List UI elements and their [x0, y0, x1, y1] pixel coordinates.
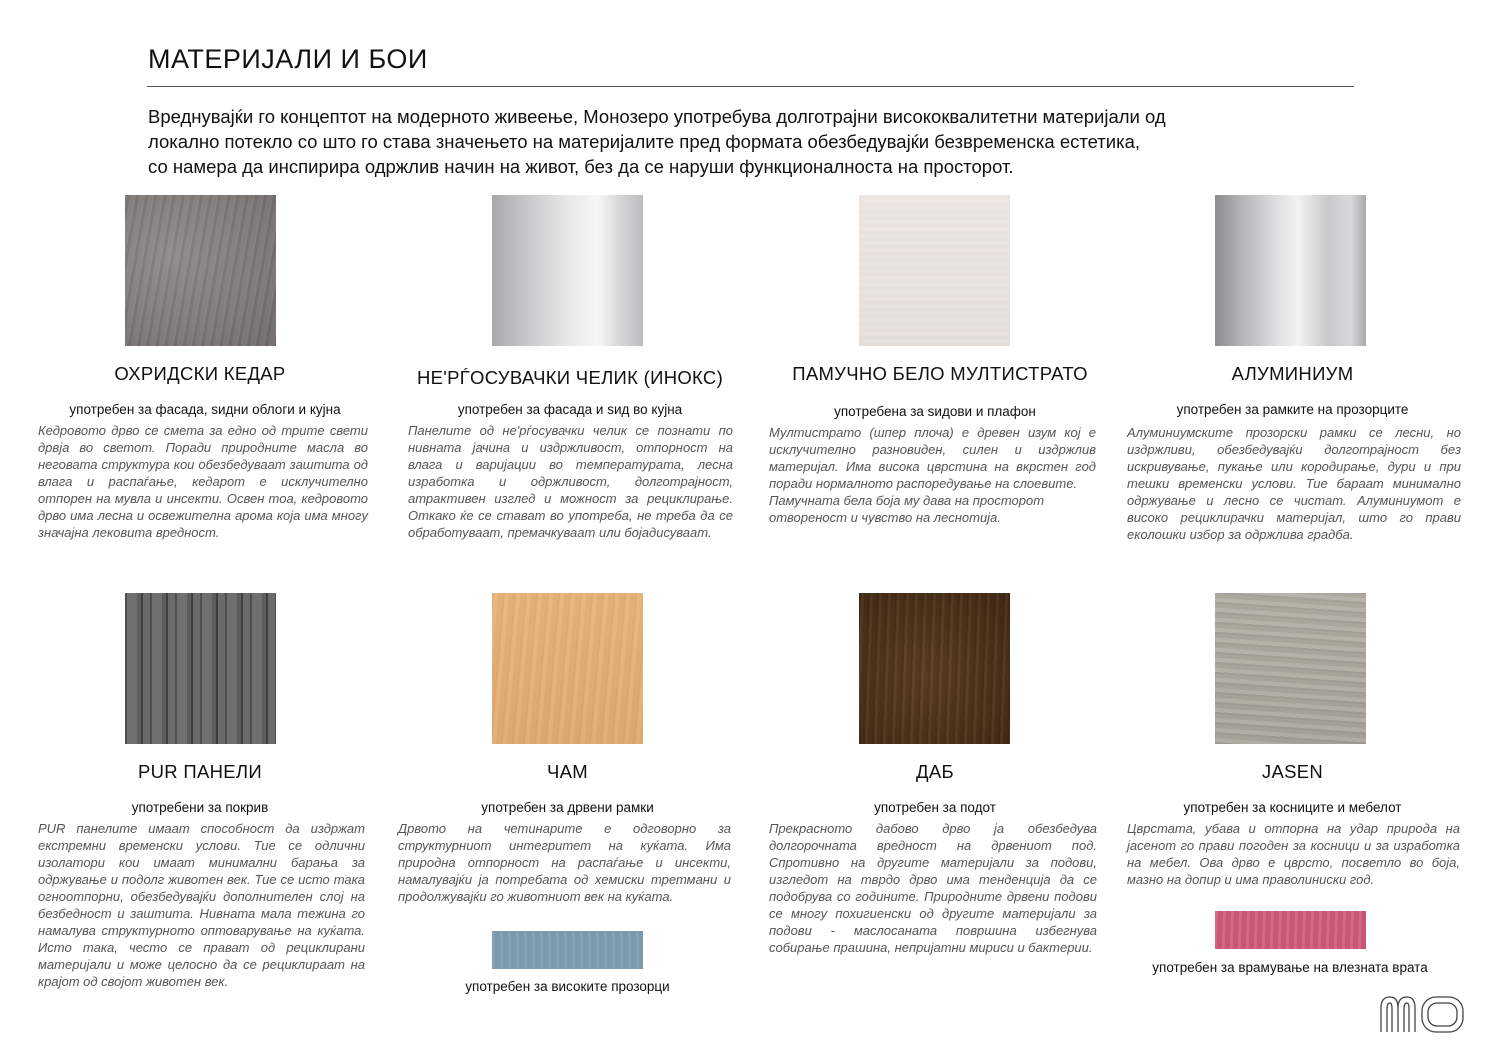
swatch-blue-window-paint — [492, 931, 643, 969]
page-title: МАТЕРИЈАЛИ И БОИ — [148, 44, 428, 74]
material-name-ohrid-cedar: ОХРИДСКИ КЕДАР — [114, 363, 286, 384]
material-name-ash: JASEN — [1261, 761, 1324, 782]
extra-usage-entrance-door: употребен за врамување на влезната врата — [1152, 960, 1428, 975]
description-paragraph: Памучната бела боја му дава на просторот отвореност и чувство на леснотија. — [769, 493, 1045, 525]
material-usage-aluminium: употребен за рамките на прозорците — [1176, 402, 1409, 417]
title-divider — [147, 86, 1354, 87]
material-description-ash: Цврстата, убава и отпорна на удар природа на јасенот го прави погоден за косници и за изработка на мебел. Ова дрво е цврсто, посветло во боја, мазно на допир и има праволиниски год. — [1127, 821, 1460, 887]
intro-line: со намера да инспирира одржлив начин на живот, без да се наруши функционалноста на просторот. — [148, 156, 1014, 177]
material-name-stainless-steel: НЕ'РЃОСУВАЧКИ ЧЕЛИК (ИНОКС) — [416, 367, 724, 388]
material-name-oak: ДАБ — [916, 761, 954, 782]
swatch-cotton-white-plywood — [859, 195, 1010, 346]
description-paragraph: Мултистрато (шпер плоча) е древен изум кој е исклучително разновиден, силен и издржлив материјал. Има висока цврстина на вкрстен год поради нормалното распоредување на слоевите. — [769, 425, 1096, 491]
intro-line: локално потекло со што го става значењето на материјалите пред формата обезбедувајќи безвременска естетика, — [148, 131, 1141, 152]
material-name-pur-panels: PUR ПАНЕЛИ — [138, 761, 262, 782]
extra-usage-high-windows: употребен за високите прозорци — [465, 979, 670, 994]
material-name-aluminium: АЛУМИНИУМ — [1231, 363, 1354, 384]
material-description-pur-panels: PUR панелите имаат способност да издржат екстремни временски услови. Тие се одлични изолатори кои имаат минимални барања за одржување и подолг животен век. Тие се исто така огноотпорни, обезбедувајќи дополнителен слој на безбедност и заштита. Нивната мала тежина го намалува структурното оптоварување на куќата. Исто така, често се прават од рециклирани материјали и може целосно да се рециклираат на крајот од својот животен век. — [38, 821, 365, 989]
material-usage-stainless-steel: употребен за фасада и sид во кујна — [457, 402, 683, 417]
material-description-pine: Дрвото на четинарите е одговорно за структурниот интегритет на куќата. Има природна отпорност на распаѓање и инсекти, намалувајќи ја потребата од хемиски третмани и продолжувајќи го животниот век на куќата. — [398, 821, 731, 904]
swatch-ash — [1215, 593, 1366, 744]
material-usage-pur-panels: употребени за покрив — [131, 800, 269, 815]
intro-paragraph — [148, 104, 1368, 179]
material-usage-ohrid-cedar: употребен за фасада, sидни облоги и кујна — [69, 402, 341, 417]
material-usage-cotton-white-plywood: употребена за sидови и плафон — [834, 404, 1036, 419]
swatch-ohrid-cedar — [125, 195, 276, 346]
material-name-cotton-white-plywood: ПАМУЧНО БЕЛО МУЛТИСТРАТО — [792, 363, 1088, 384]
material-description-stainless-steel: Панелите од не'рѓосувачки челик се познати по нивната јачина и издржливост, отпорност на влага и варијации во температурата, лесна изработка и одржливост, долготрајност, атрактивен изглед и можност за рециклирање. Откако ќе се стават во употреба, не треба да се обработуваат, премачкуваат или бојадисуваат. — [408, 423, 733, 540]
material-usage-pine: употребен за дрвени рамки — [481, 800, 654, 815]
monozero-logo — [1378, 994, 1466, 1034]
material-description-aluminium: Алуминиумските прозорски рамки се лесни, но издржливи, обезбедувајќи долготрајност без искривување, пукање или кородирање, дури и при тешки временски услови. Тие бараат минимално одржување и лесно се чистат. Алуминиумот е високо рециклирачки материјал, што го прави еколошки избор за одржлива градба. — [1127, 425, 1461, 542]
material-description-cotton-white-plywood — [769, 424, 1096, 526]
material-description-ohrid-cedar: Кедровото дрво се смета за едно од трите свети дрвја во светот. Поради природните масла во неговата структура кои обезбедуваат заштита од влага и распаѓање, кедарот е исклучително отпорен на мувла и инсекти. Освен тоа, кедровото дрво има лесна и освежителна арома која има многу значајна лековита вредност. — [38, 423, 368, 540]
swatch-pine — [492, 593, 643, 744]
material-description-oak: Прекрасното дабово дрво ја обезбедува долгорочната вредност на дрвениот под. Спротивно на другите материјали за подови, изгледот на тврдо дрво има тенденција да се подобрува со годините. Природните дрвени подови се многу похигиенски од другите материјали за подови - маслосаната површина избегнува собирање прашина, непријатни мириси и бактерии. — [769, 821, 1097, 955]
swatch-pur-panels — [125, 593, 276, 744]
swatch-stainless-steel — [492, 195, 643, 346]
material-usage-oak: употребен за подот — [874, 800, 996, 815]
material-name-pine: ЧАМ — [547, 761, 588, 782]
swatch-aluminium — [1215, 195, 1366, 346]
material-usage-ash: употребен за косниците и мебелот — [1183, 800, 1402, 815]
swatch-oak — [859, 593, 1010, 744]
intro-line: Вреднувајќи го концептот на модерното живеење, Монозеро употребува долготрајни висококвалитетни материјали од — [148, 106, 1166, 127]
swatch-pink-door-paint — [1215, 911, 1366, 949]
